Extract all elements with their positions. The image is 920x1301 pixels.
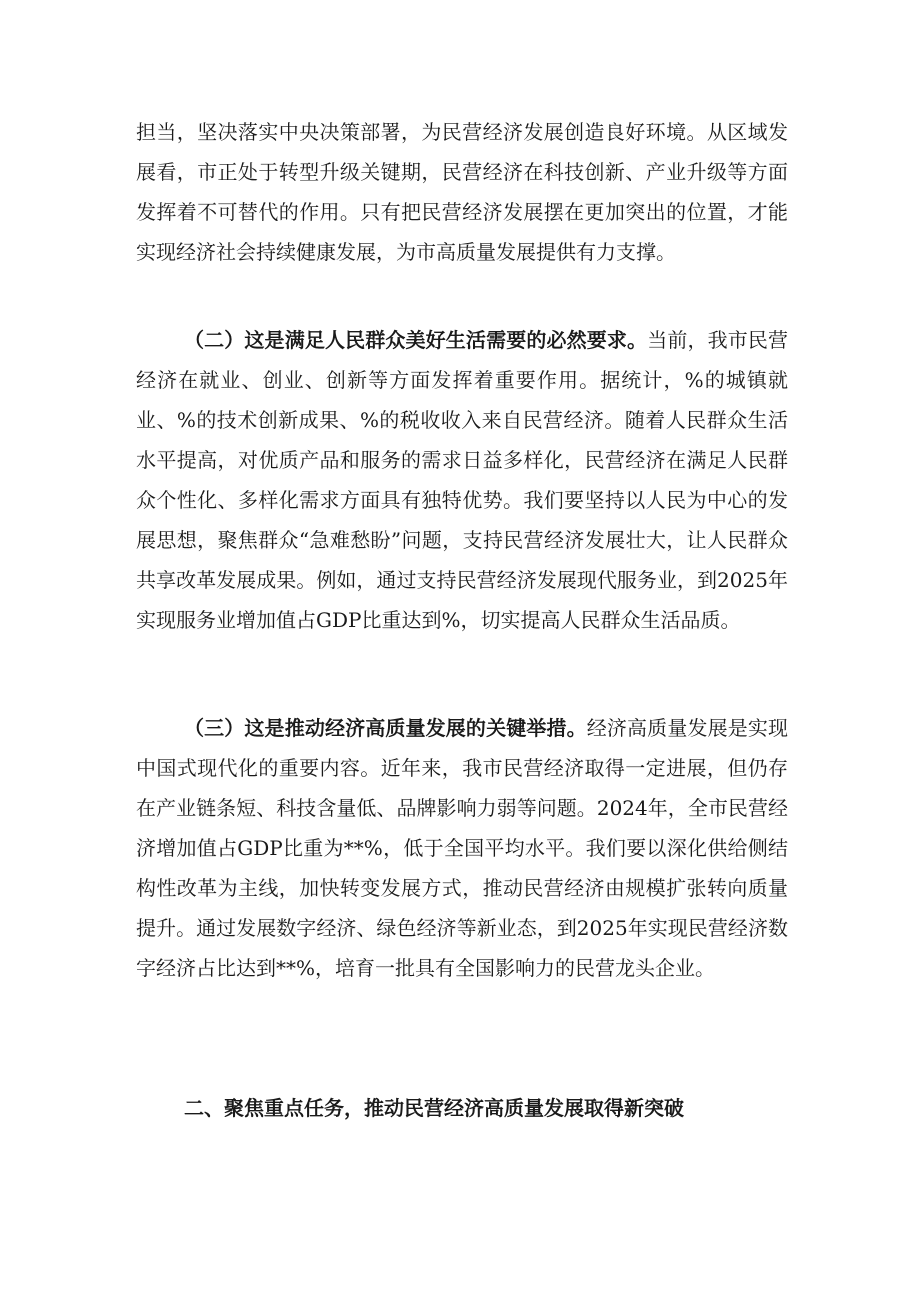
paragraph-3-body: 经济高质量发展是实现中国式现代化的重要内容。近年来，我市民营经济取得一定进展，但仍存在产业链条短、科技含量低、品牌影响力弱等问题。2024年，全市民营经济增加值占GDP比重为**%，低于全国平均水平。我们要以深化供给侧结构性改革为主线，加快转变发展方式，推动民营经济由规模扩张转向质量提升。通过发展数字经济、绿色经济等新业态，到2025年实现民营经济数字经济占比达到**%，培育一批具有全国影响力的民营龙头企业。: [136, 716, 789, 980]
paragraph-1: [136, 112, 788, 272]
paragraph-3: [136, 708, 788, 988]
paragraph-2: [136, 320, 788, 640]
paragraph-2-lead: （二）这是满足人民群众美好生活需要的必然要求。: [184, 328, 648, 352]
paragraph-3-lead: （三）这是推动经济高质量发展的关键举措。: [184, 716, 587, 740]
paragraph-1-text: 担当，坚决落实中央决策部署，为民营经济发展创造良好环境。从区域发展看，市正处于转型升级关键期，民营经济在科技创新、产业升级等方面发挥着不可替代的作用。只有把民营经济发展摆在更加突出的位置，才能实现经济社会持续健康发展，为市高质量发展提供有力支撑。: [136, 120, 788, 264]
section-heading: 二、聚焦重点任务，推动民营经济高质量发展取得新突破: [184, 1096, 684, 1120]
paragraph-2-body: 当前，我市民营经济在就业、创业、创新等方面发挥着重要作用。据统计，%的城镇就业、%的技术创新成果、%的税收收入来自民营经济。随着人民群众生活水平提高，对优质产品和服务的需求日益多样化，民营经济在满足人民群众个性化、多样化需求方面具有独特优势。我们要坚持以人民为中心的发展思想，聚焦群众“急难愁盼”问题，支持民营经济发展壮大，让人民群众共享改革发展成果。例如，通过支持民营经济发展现代服务业，到2025年实现服务业增加值占GDP比重达到%，切实提高人民群众生活品质。: [136, 328, 789, 632]
